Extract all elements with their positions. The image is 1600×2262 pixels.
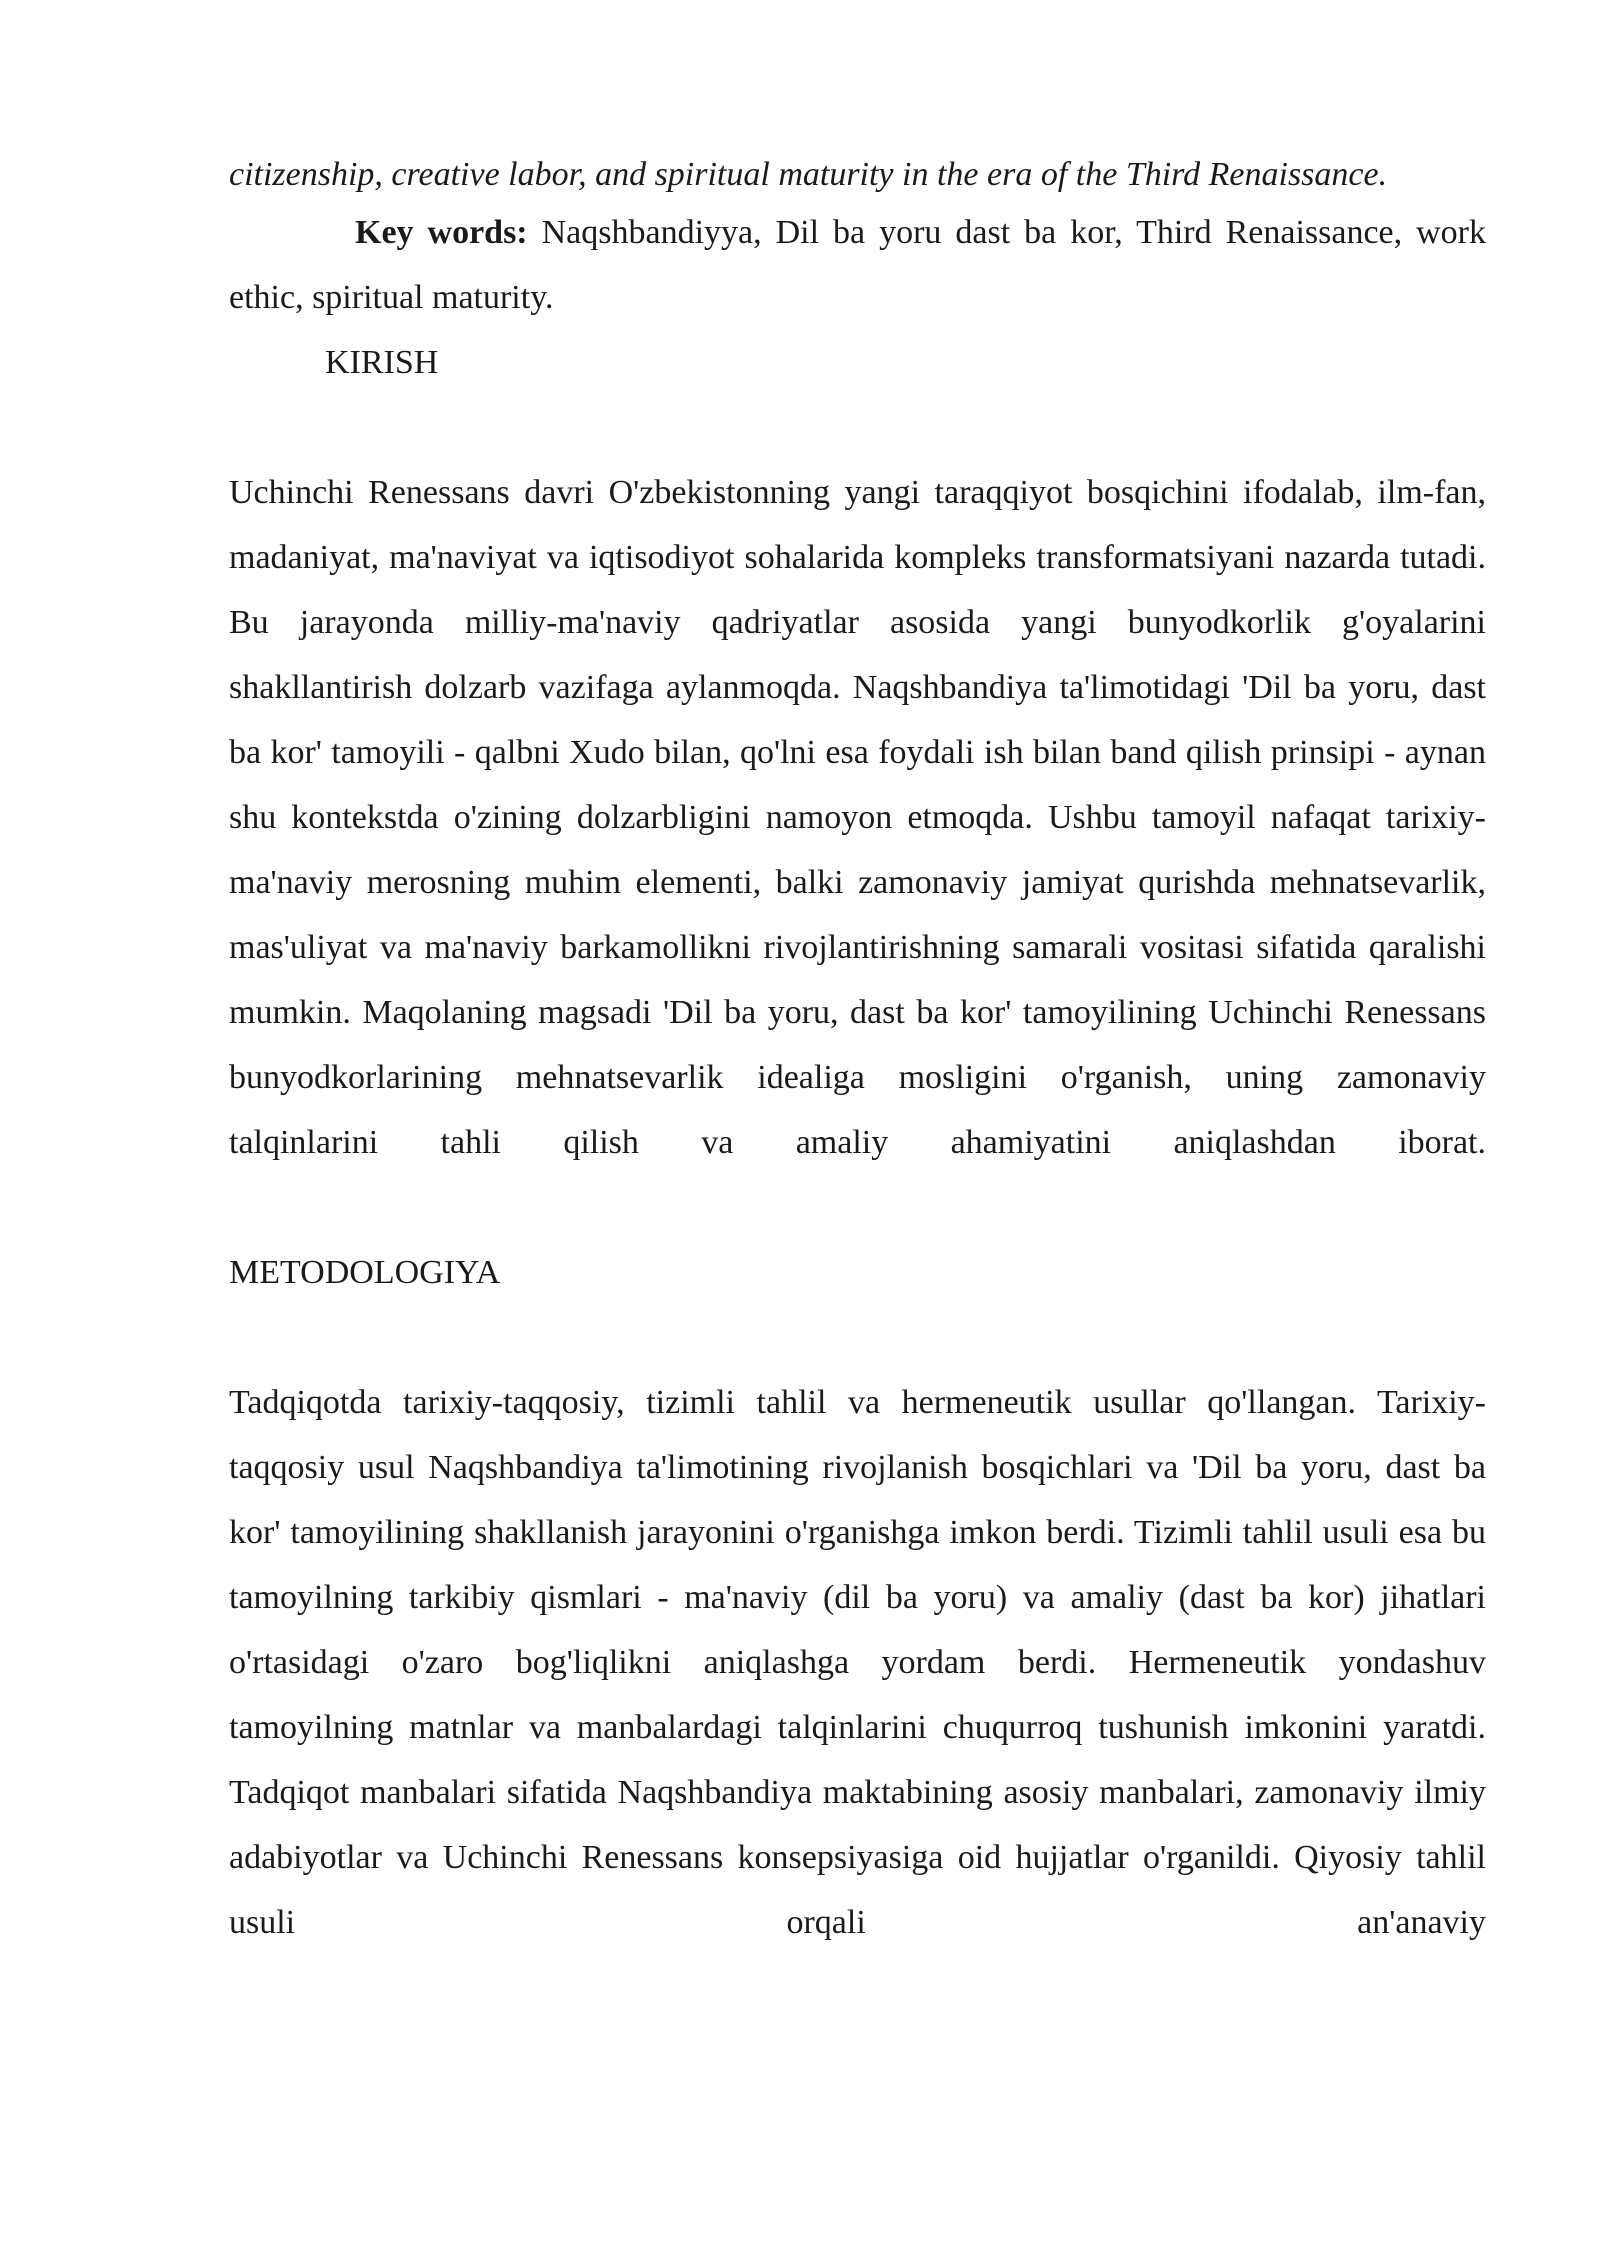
kirish-paragraph: Uchinchi Renessans davri O'zbekistonning yangi taraqqiyot bosqichini ifodalab, ilm-fan, madaniyat, ma'naviyat va iqtisodiyot sohalarida kompleks transformatsiyani nazarda tutadi. Bu jarayonda milliy-ma'naviy qadriyatlar asosida yangi bunyodkorlik g'oyalarini shakllantirish dolzarb vazifaga aylanmoqda. Naqshbandiya ta'limotidagi 'Dil ba yoru, dast ba kor' tamoyili - qalbni Xudo bilan, qo'lni esa foydali ish bilan band qilish prinsipi - aynan shu kontekstda o'zining dolzarbligini namoyon etmoqda. Ushbu tamoyil nafaqat tarixiy-ma'naviy merosning muhim elementi, balki zamonaviy jamiyat qurishda mehnatsevarlik, mas'uliyat va ma'naviy barkamollikni rivojlantirishning samarali vositasi sifatida qaralishi mumkin. Maqolaning magsadi 'Dil ba yoru, dast ba kor' tamoyilining Uchinchi Renessans bunyodkorlarining mehnatsevarlik idealiga mosligini o'rganish, uning zamonaviy talqinlarini tahli qilish va amaliy ahamiyatini aniqlashdan iborat. — [229, 474, 1486, 1161]
keywords-label: Key words: — [355, 214, 528, 251]
spacer — [229, 1305, 1486, 1370]
spacer — [229, 395, 1486, 460]
abstract-tail: citizenship, creative labor, and spiritual maturity in the era of the Third Renaissance. — [229, 156, 1388, 193]
spacer — [229, 1175, 1486, 1240]
metodologiya-paragraph: Tadqiqotda tarixiy-taqqosiy, tizimli tahlil va hermeneutik usullar qo'llangan. Tarixiy-taqqosiy usul Naqshbandiya ta'limotining rivojlanish bosqichlari va 'Dil ba yoru, dast ba kor' tamoyilining shakllanish jarayonini o'rganishga imkon berdi. Tizimli tahlil usuli esa bu tamoyilning tarkibiy qismlari - ma'naviy (dil ba yoru) va amaliy (dast ba kor) jihatlari o'rtasidagi o'zaro bog'liqlikni aniqlashga yordam berdi. Hermeneutik yondashuv tamoyilning matnlar va manbalardagi talqinlarini chuqurroq tushunish imkonini yaratdi. Tadqiqot manbalari sifatida Naqshbandiya maktabining asosiy manbalari, zamonaviy ilmiy adabiyotlar va Uchinchi Renessans konsepsiyasiga oid hujjatlar o'rganildi. Qiyosiy tahlil usuli orqali an'anaviy — [229, 1384, 1486, 1941]
document-page — [229, 150, 1486, 1955]
section-heading-kirish: KIRISH — [325, 344, 439, 381]
keywords-line — [229, 200, 1486, 330]
keywords-text: Naqshbandiyya, Dil ba yoru dast ba kor, Third Renaissance, work ethic, spiritual maturity. — [229, 214, 1486, 316]
section-heading-metodologiya: METODOLOGIYA — [229, 1254, 501, 1291]
